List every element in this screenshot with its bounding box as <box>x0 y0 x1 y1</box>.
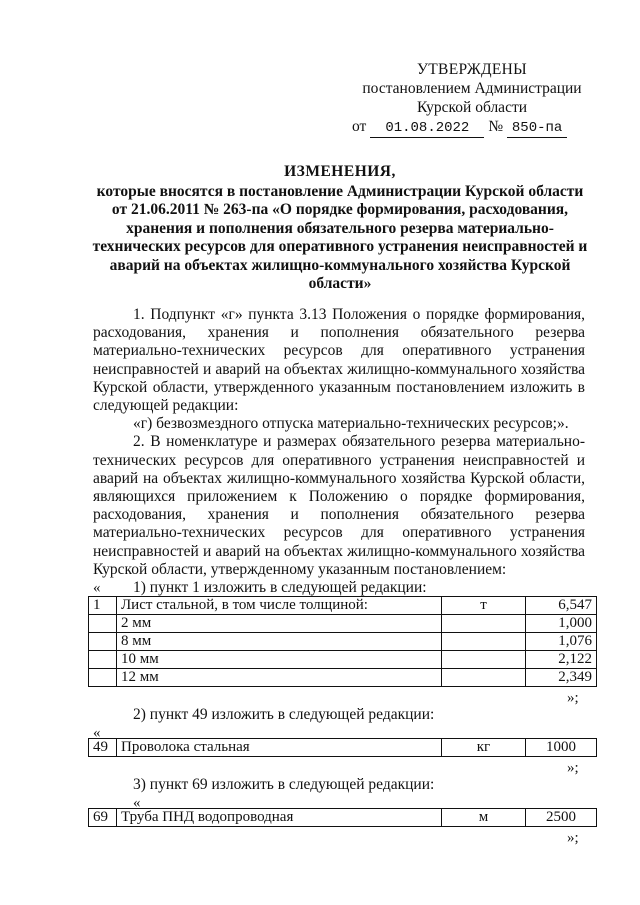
cell-num <box>89 633 117 651</box>
table-row <box>89 633 597 651</box>
cell-num: 69 <box>89 809 117 827</box>
quote-open-1: « <box>93 580 101 596</box>
paragraph-3: 2. В номенклатуре и размерах обязательного резерва материально-технических ресурсов для оперативного устранения неисправностей и аварий на объектах жилищно-коммунального хозяйства Курской области, являющихся приложением к Положению о порядке формирования, расходования, хранения и пополнения обязательного резерва материально-технических ресурсов для оперативного устранения неисправностей и аварий на объектах жилищно-коммунального хозяйства Курской области, утвержденному указанным постановлением: <box>93 433 585 578</box>
cell-name: 10 мм <box>117 651 442 669</box>
cell-unit <box>442 615 526 633</box>
cell-name: Труба ПНД водопроводная <box>117 809 442 827</box>
cell-value: 2,349 <box>526 669 597 687</box>
cell-name: 8 мм <box>117 633 442 651</box>
subitem-2: 2) пункт 49 изложить в следующей редакции: <box>133 706 435 723</box>
cell-num: 49 <box>89 739 117 757</box>
quote-open-2: « <box>93 725 101 741</box>
cell-unit <box>442 633 526 651</box>
quote-close-3: »; <box>567 830 579 846</box>
number-sign: № <box>488 118 504 135</box>
heading-line: которые вносятся в постановление Администрации Курской области <box>96 182 584 200</box>
ot-label: от <box>352 118 367 135</box>
quote-open-3: « <box>133 795 141 811</box>
approval-number: 850-па <box>507 120 567 138</box>
heading-title: ИЗМЕНЕНИЯ, <box>284 163 396 180</box>
cell-unit: т <box>442 597 526 615</box>
heading-line: от 21.06.2011 № 263-па «О порядке формирования, расходования, <box>111 201 569 218</box>
cell-name: 2 мм <box>117 615 442 633</box>
approved-line-2: Курской области <box>416 99 528 116</box>
quote-close-2: »; <box>567 760 579 776</box>
cell-name: 12 мм <box>117 669 442 687</box>
table-row <box>89 669 597 687</box>
cell-num <box>89 669 117 687</box>
cell-name: Лист стальной, в том числе толщиной: <box>117 597 442 615</box>
body-text <box>93 306 585 597</box>
quote-close-1: »; <box>567 690 579 706</box>
approval-date: 01.08.2022 <box>370 120 484 138</box>
paragraph-2: «г) безвозмездного отпуска материально-технических ресурсов;». <box>133 415 569 433</box>
table-item-49 <box>88 738 597 757</box>
table-row <box>89 739 597 757</box>
approved-dateline <box>352 117 592 138</box>
table-row <box>89 809 597 827</box>
approval-stamp <box>352 60 592 138</box>
cell-value: 2,122 <box>526 651 597 669</box>
cell-num <box>89 651 117 669</box>
cell-unit <box>442 669 526 687</box>
cell-num: 1 <box>89 597 117 615</box>
table-row <box>89 597 597 615</box>
table-row <box>89 615 597 633</box>
cell-value: 6,547 <box>526 597 597 615</box>
cell-value: 1000 <box>526 739 597 757</box>
subitem-3: 3) пункт 69 изложить в следующей редакции: <box>133 776 435 793</box>
heading-line: технических ресурсов для оперативного устранения неисправностей и <box>92 238 588 255</box>
cell-name: Проволока стальная <box>117 739 442 757</box>
heading-line: хранения и пополнения обязательного резерва материально- <box>126 219 554 237</box>
cell-unit: м <box>442 809 526 827</box>
table-item-1 <box>88 596 597 687</box>
table-item-69 <box>88 808 597 827</box>
approved-title: УТВЕРЖДЕНЫ <box>417 61 527 78</box>
cell-unit: кг <box>442 739 526 757</box>
cell-num <box>89 615 117 633</box>
cell-unit <box>442 651 526 669</box>
cell-value: 2500 <box>526 809 597 827</box>
cell-value: 1,000 <box>526 615 597 633</box>
paragraph-1: 1. Подпункт «г» пункта 3.13 Положения о порядке формирования, расходования, хранения и пополнения обязательного резерва материально-технических ресурсов для оперативного устранения неисправностей и аварий на объектах жилищно-коммунального хозяйства Курской области, утвержденного указанным постановлением изложить в следующей редакции: <box>93 306 585 415</box>
cell-value: 1,076 <box>526 633 597 651</box>
heading-line: аварий на объектах жилищно-коммунального хозяйства Курской <box>109 256 571 274</box>
approved-line-1: постановлением Администрации <box>362 80 582 97</box>
heading-line: области» <box>308 275 372 292</box>
document-heading <box>90 163 590 294</box>
table-row <box>89 651 597 669</box>
paragraph-4: 1) пункт 1 изложить в следующей редакции: <box>133 579 427 597</box>
